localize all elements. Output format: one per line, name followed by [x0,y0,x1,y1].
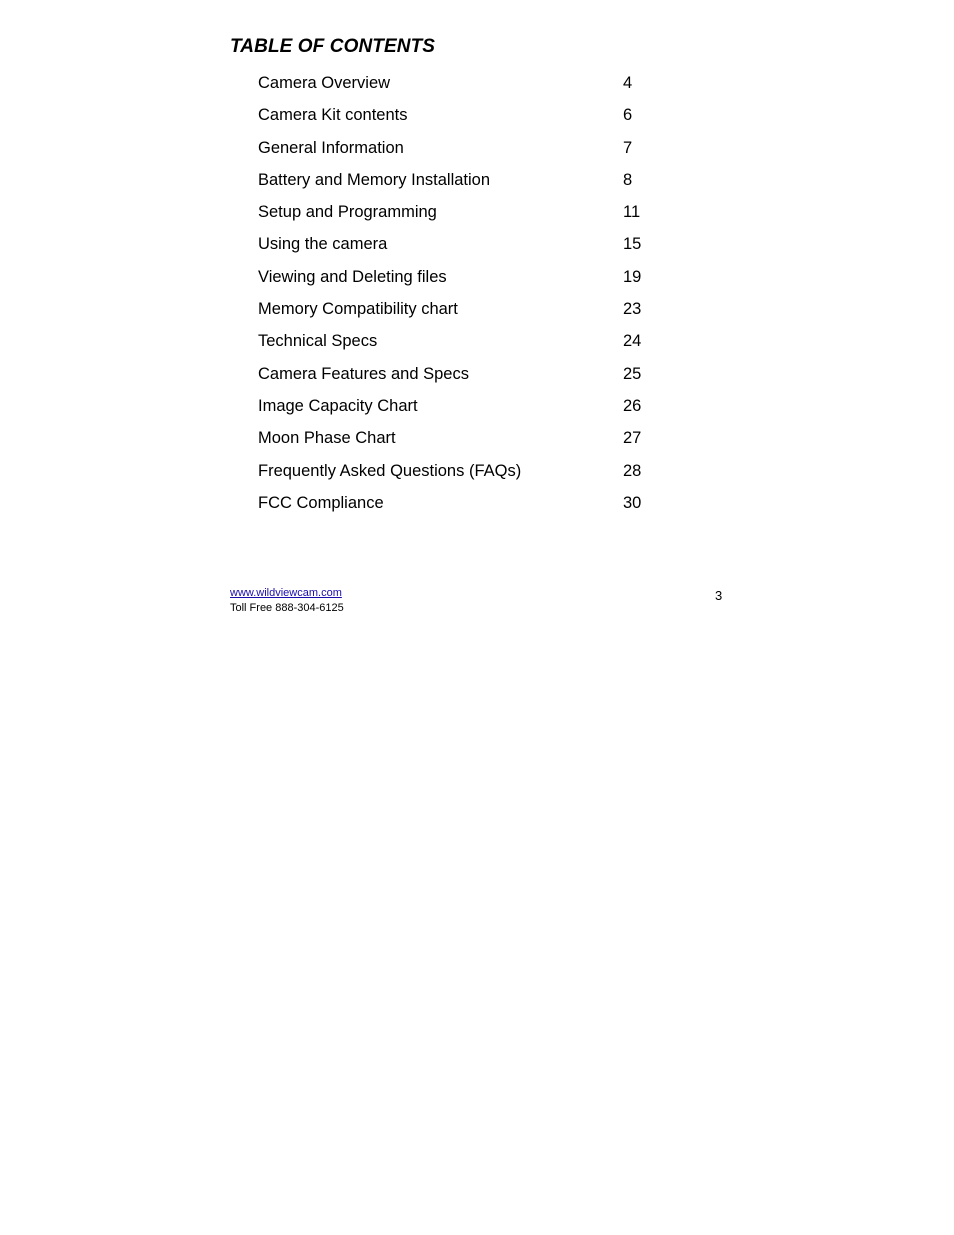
toc-title: TABLE OF CONTENTS [230,36,436,57]
page-number: 3 [715,588,723,603]
toc-list [258,70,678,522]
toc-entry-page: 7 [623,138,633,157]
toc-entry[interactable] [258,264,678,296]
toc-entry-page: 28 [623,461,642,480]
toc-entry-label: Moon Phase Chart [258,429,396,448]
toc-entry-label: FCC Compliance [258,493,384,512]
toc-entry-page: 4 [623,74,633,92]
toc-entry-page: 30 [623,493,642,512]
toc-entry[interactable] [258,102,678,134]
toc-entry-label: General Information [258,138,404,157]
toc-entry-label: Image Capacity Chart [258,396,418,415]
toc-entry-label: Memory Compatibility chart [258,300,458,319]
toc-entry-label: Camera Kit contents [258,106,408,125]
toc-entry-page: 19 [623,267,642,286]
toc-entry-label: Using the camera [258,235,388,254]
website-link[interactable]: www.wildviewcam.com [230,587,342,599]
toc-entry-page: 26 [623,396,642,415]
toc-entry[interactable] [258,490,678,522]
toc-entry[interactable] [258,199,678,231]
toc-entry[interactable] [258,231,678,263]
toc-entry[interactable] [258,167,678,199]
toc-entry[interactable] [258,296,678,328]
toc-entry[interactable] [258,361,678,393]
toc-entry-page: 24 [623,332,642,351]
toc-entry-page: 8 [623,170,633,189]
toc-entry-label: Technical Specs [258,332,378,351]
toll-free-phone: Toll Free 888-304-6125 [230,602,344,614]
toc-entry-page: 15 [623,235,642,254]
toc-entry[interactable] [258,328,678,360]
toc-entry-page: 23 [623,300,642,319]
toc-entry-page: 11 [623,203,641,222]
toc-entry[interactable] [258,458,678,490]
toc-entry[interactable] [258,393,678,425]
toc-entry-label: Viewing and Deleting files [258,267,447,286]
toc-entry[interactable] [258,425,678,457]
toc-entry-label: Camera Features and Specs [258,364,469,383]
toc-entry-page: 27 [623,429,642,448]
toc-entry-page: 6 [623,106,633,125]
toc-entry-label: Setup and Programming [258,203,437,222]
toc-entry-page: 25 [623,364,642,383]
toc-entry-label: Battery and Memory Installation [258,170,491,189]
toc-entry[interactable] [258,70,678,102]
toc-entry-label: Camera Overview [258,74,391,92]
toc-entry[interactable] [258,135,678,167]
toc-entry-label: Frequently Asked Questions (FAQs) [258,461,522,480]
